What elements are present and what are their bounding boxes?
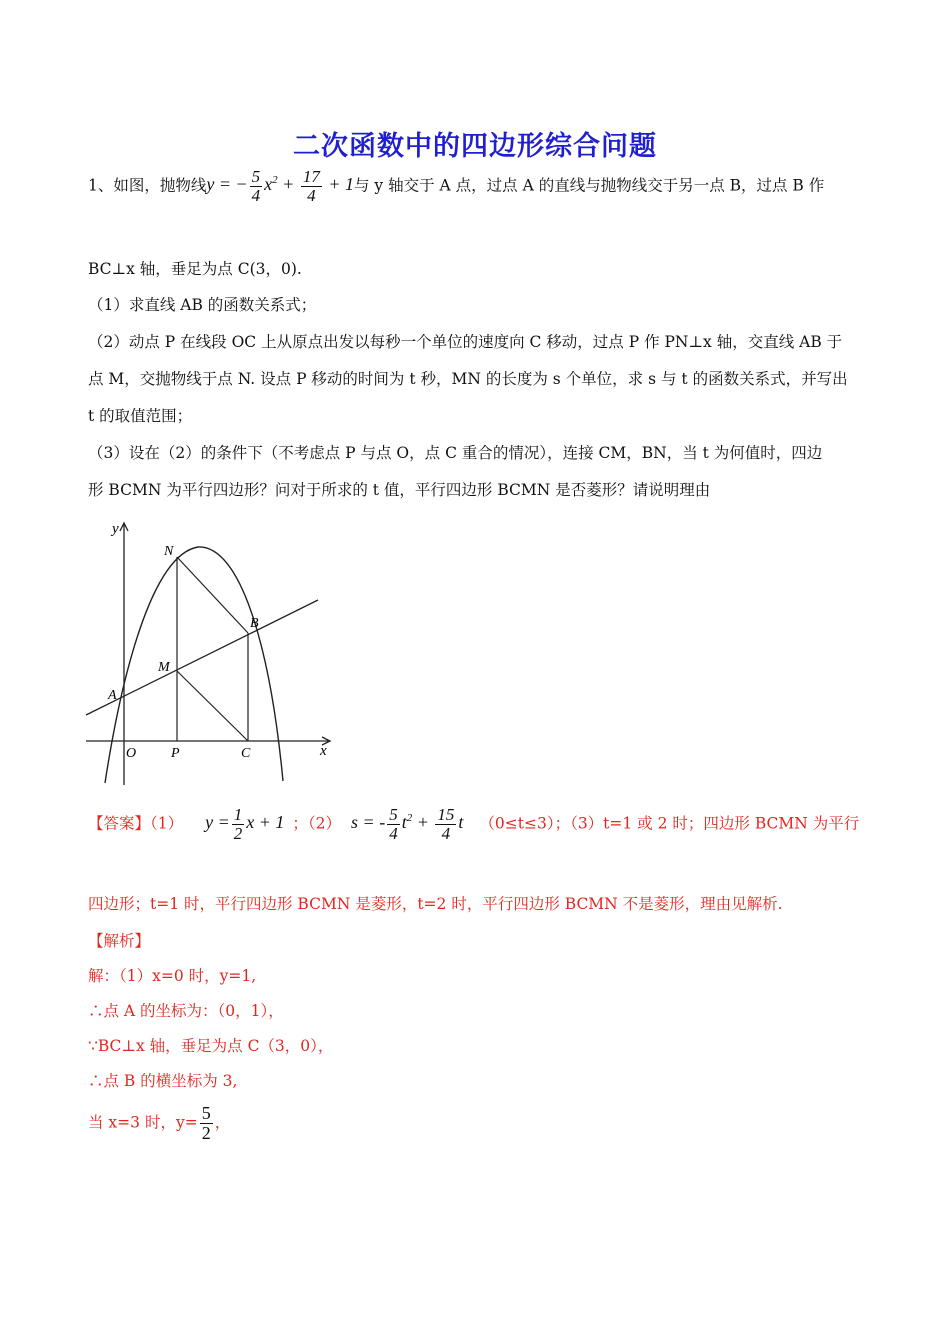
page-title: 二次函数中的四边形综合问题	[293, 131, 657, 162]
question-part-2-line-3: t 的取值范围；	[88, 407, 193, 425]
label-b: B	[250, 616, 259, 631]
fraction-5-2: $\frac{5}{2}$	[201, 1103, 211, 1143]
analysis-line-2: ∴点 A 的坐标为：（0，1），	[88, 1002, 284, 1020]
segment-nb	[177, 557, 248, 633]
label-y: y	[112, 521, 119, 537]
label-m: M	[158, 660, 170, 675]
geometry-figure	[80, 515, 340, 785]
question-part-2-line-2: 点 M，交抛物线于点 N. 设点 P 移动的时间为 t 秒，MN 的长度为 s 个单位，求 s 与 t 的函数关系式，并写出	[88, 370, 848, 388]
analysis-line-5: 当 x=3 时，y= $\frac{5}{2}$ ，	[88, 1103, 231, 1143]
label-o: O	[126, 746, 137, 761]
analysis-line-1: 解：（1）x=0 时，y=1,	[88, 967, 257, 985]
question-1-line-1	[88, 168, 824, 205]
answer-line-1: 【答案】（1） y = $\frac{1}{2}$ x + 1 ；（2） s = - $\frac{5}{4}$ $t^2$ + $\frac{15}{4}$ t （0≤t≤3）；（3）t=1 或 2 时；四边形 BCMN 为平行	[88, 805, 860, 843]
parabola-equation: y = − $\frac{5}{4}$ $x^2$ + $\frac{17}{4}$ + 1	[206, 167, 354, 205]
label-c: C	[241, 746, 251, 761]
analysis-line-4: ∴点 B 的横坐标为 3,	[88, 1072, 238, 1090]
line-ab	[86, 600, 318, 715]
question-1-line-2: BC⊥x 轴，垂足为点 C(3，0).	[88, 260, 302, 278]
question-part-1: （1）求直线 AB 的函数关系式；	[88, 296, 317, 314]
question-1-prefix: 1、如图，抛物线	[88, 176, 207, 195]
question-part-2-line-1: （2）动点 P 在线段 OC 上从原点出发以每秒一个单位的速度向 C 移动，过点 P 作 PN⊥x 轴，交直线 AB 于	[88, 333, 843, 351]
analysis-tag: 【解析】	[88, 932, 151, 950]
analysis-line-3: ∵BC⊥x 轴，垂足为点 C（3，0），	[88, 1037, 334, 1055]
question-part-3-line-1: （3）设在（2）的条件下（不考虑点 P 与点 O，点 C 重合的情况），连接 CM，BN，当 t 为何值时，四边	[88, 444, 823, 462]
answer-line-2: 四边形；t=1 时，平行四边形 BCMN 是菱形，t=2 时，平行四边形 BCMN 不是菱形，理由见解析.	[88, 895, 783, 913]
label-n: N	[164, 544, 174, 559]
label-p: P	[171, 746, 180, 761]
label-a: A	[108, 688, 117, 703]
answer-equation-1: y = $\frac{1}{2}$ x + 1	[205, 805, 285, 843]
question-part-3-line-2: 形 BCMN 为平行四边形？问对于所求的 t 值，平行四边形 BCMN 是否菱形？请说明理由	[88, 481, 711, 499]
label-x: x	[320, 743, 327, 759]
segment-mc	[177, 671, 248, 741]
question-1-suffix: 与 y 轴交于 A 点，过点 A 的直线与抛物线交于另一点 B，过点 B 作	[353, 176, 825, 195]
answer-tag: 【答案】	[88, 814, 151, 833]
answer-equation-2: s = - $\frac{5}{4}$ $t^2$ + $\frac{15}{4}$ t	[351, 805, 464, 843]
